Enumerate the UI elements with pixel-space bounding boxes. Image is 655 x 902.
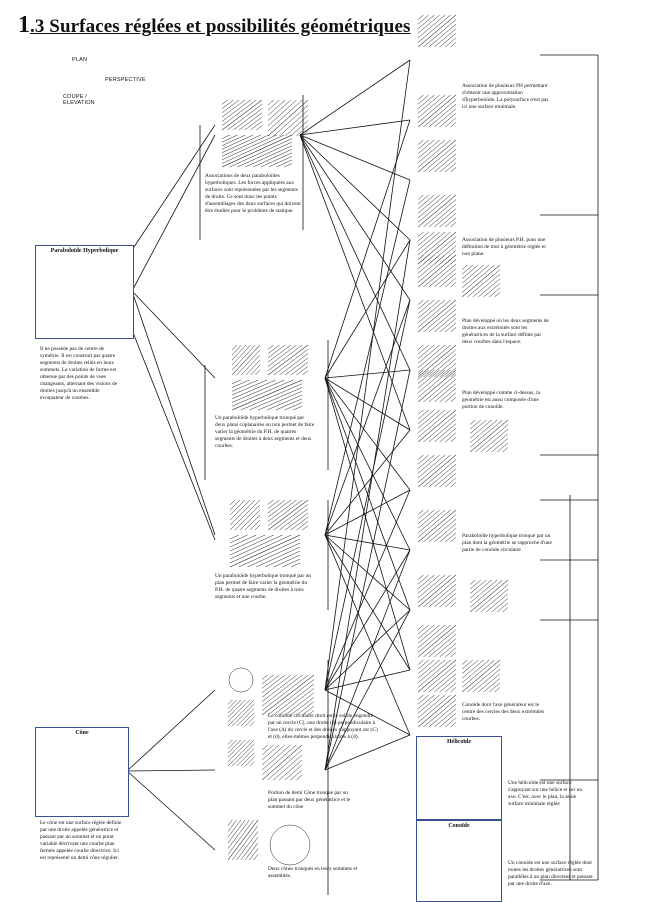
conoide-label: Conoïde [448, 823, 470, 829]
middle-thumb-6a [228, 820, 258, 860]
right-thumb-3 [418, 140, 456, 172]
right-thumb-16 [470, 580, 508, 612]
line-middle-to-right [300, 135, 410, 240]
right-thumb-2 [418, 95, 456, 127]
middle-thumb-5a [228, 740, 254, 766]
helicoide-box [416, 736, 502, 820]
middle-thumb-3a [230, 500, 260, 530]
middle-thumb-3c [230, 535, 300, 567]
middle-thumb-4c [262, 675, 314, 715]
line-cone-to-middle [127, 690, 215, 771]
middle-caption-4: Le conoïde circulaire droit est le solide engendré par un cercle (C), une droite (d) perpendiculaire à l'axe (Δ) du cercle et des droites s'appuyant sur (C) et (d), elles-mêmes perpendiculaires à (d). [268, 713, 378, 740]
line-middle-to-right [325, 120, 410, 378]
conoide-caption: Un conoïde est une surface réglée dont toutes les droites génératrices sont parallèles à un plan directeur et passant par une droite d'axe. [508, 860, 593, 887]
conoide-box [416, 820, 502, 902]
line-middle-to-right [300, 135, 410, 430]
right-thumb-11 [418, 410, 456, 442]
line-middle-to-right [300, 135, 410, 180]
line-paraboloid-to-middle [132, 291, 215, 535]
middle-caption-2: Un paraboloïde hyperbolique tronqué par deux plans coplanaires ou non permet de faire varier la géométrie du P.H. de quatres segments de droites à deux segments et deux courbes. [215, 415, 315, 449]
line-middle-to-right [325, 370, 410, 770]
middle-thumb-1a [222, 100, 262, 130]
middle-thumb-1b [268, 100, 308, 136]
right-thumb-4 [418, 195, 456, 227]
middle-thumb-3b [268, 500, 308, 530]
right-caption-1: Association de plusieurs PH permettant d'obtenir une approximation d'hyperboloïde. La polysurface n'est pas ici une surface minimale. [462, 83, 549, 110]
right-caption-2: Association de plusieurs P.H. pour une définition de mur à géométrie réglée et non plane. [462, 237, 546, 257]
cone-label: Cône [75, 730, 89, 736]
right-thumb-8 [418, 300, 456, 332]
middle-caption-3: Un paraboloïde hyperbolique tronqué par un plan permet de faire varier la géométrie du P.H. de quatre segments de droites à trois segments et une courbe. [215, 573, 311, 600]
right-thumb-14 [418, 510, 456, 542]
line-paraboloid-to-middle [132, 291, 215, 378]
middle-thumb-2c [232, 380, 302, 410]
line-paraboloid-lower [132, 330, 215, 540]
line-middle-to-right [300, 135, 410, 300]
line-middle-to-right [325, 535, 410, 550]
middle-thumb-1c [222, 135, 292, 167]
helicoide-caption: Une hélicoïde est une surface s'appuyant sur une hélice et sur un axe. C'est, avec le plan, la seule surface minimale réglée [508, 780, 583, 807]
legend-perspective: PERSPECTIVE [105, 77, 146, 83]
middle-thumb-4a [229, 668, 253, 692]
right-thumb-1 [418, 15, 456, 47]
middle-caption-1: Associations de deux paraboloïdes hyperboliques. Les forces appliquées aux surfaces sont représentées par les segments de droite. Ce sont donc les points d'assemblages des deux surfaces qui doivent être étudiés pour le problème de statique. [205, 173, 301, 214]
middle-thumb-2b [268, 345, 308, 375]
right-caption-6: Conoïde dont l'axe générateur est le centre des cercles des deux extrémités courbes. [462, 702, 545, 722]
middle-thumb-6b [270, 825, 310, 865]
helicoide-label: Hélicoïde [447, 739, 471, 745]
right-thumb-6 [418, 255, 456, 287]
right-thumb-13 [418, 455, 456, 487]
middle-caption-5: Portion de demi Cône tronqué par un plan passant par deux génératrice et le sommet du cône [268, 790, 351, 810]
right-thumb-17 [418, 625, 456, 657]
right-thumb-15 [418, 575, 456, 607]
line-middle-to-right [300, 60, 410, 135]
paraboloid-box [35, 245, 134, 339]
right-thumb-19 [462, 660, 500, 692]
line-cone-to-middle [127, 770, 215, 771]
middle-thumb-5b [262, 745, 302, 780]
title-number: 1 [18, 12, 30, 38]
right-thumb-20 [418, 695, 456, 727]
right-caption-4: Plan développé comme ci-dessus, la géométrie est aussi composée d'une portion de conoïde. [462, 390, 540, 410]
line-middle-to-right [325, 60, 410, 690]
right-thumb-7 [462, 265, 500, 297]
line-paraboloid-upper [132, 125, 215, 250]
middle-thumb-4b [228, 700, 254, 726]
line-middle-to-right [325, 535, 410, 610]
middle-thumb-2a [232, 345, 260, 375]
title-text: .3 Surfaces réglées et possibilités géométriques [30, 16, 411, 37]
cone-caption: Le cône est une surface réglée définie par une droite appelée génératrice et passant par un sommet et un point variable décrivant une courbe plan fermée appelée courbe directrice. Ici est représenté un demi cône régulier. [40, 820, 122, 861]
line-middle-to-right [300, 120, 410, 135]
line-middle-to-right [325, 535, 410, 735]
right-caption-5: Paraboloïde hyperbolique tronqué par un plan dont la géométrie se rapproche d'une partie de conoïde circulaire [462, 533, 552, 553]
line-paraboloid-to-middle [132, 135, 215, 291]
cone-box [35, 727, 129, 817]
right-thumb-12 [470, 420, 508, 452]
paraboloid-caption: Il ne possède pas de centre de symétrie. Il est construit par quatre segments de droites reliés en leurs sommets. La variation de forme est obtenue par des points de vues changeants, alternant des visions de droites jusqu'à un ensemble évoquateur de courbes. [40, 346, 118, 401]
legend-coupe: COUPE / ELEVATION [63, 94, 95, 106]
line-middle-to-right [325, 670, 410, 690]
line-cone-to-middle [127, 771, 215, 850]
right-thumb-18 [418, 660, 456, 692]
line-middle-to-right [325, 300, 410, 535]
legend-plan: PLAN [72, 57, 88, 63]
paraboloid-label: Paraboloïde Hyperbolique [50, 248, 119, 254]
right-caption-3: Plan développé où les deux segments de droites aux extrémités sont les génératrices de la surface définie par deux courbes dans l'espace. [462, 318, 549, 345]
middle-caption-6: Deux cônes tronqués en leurs sommets et assemblés. [268, 866, 358, 879]
